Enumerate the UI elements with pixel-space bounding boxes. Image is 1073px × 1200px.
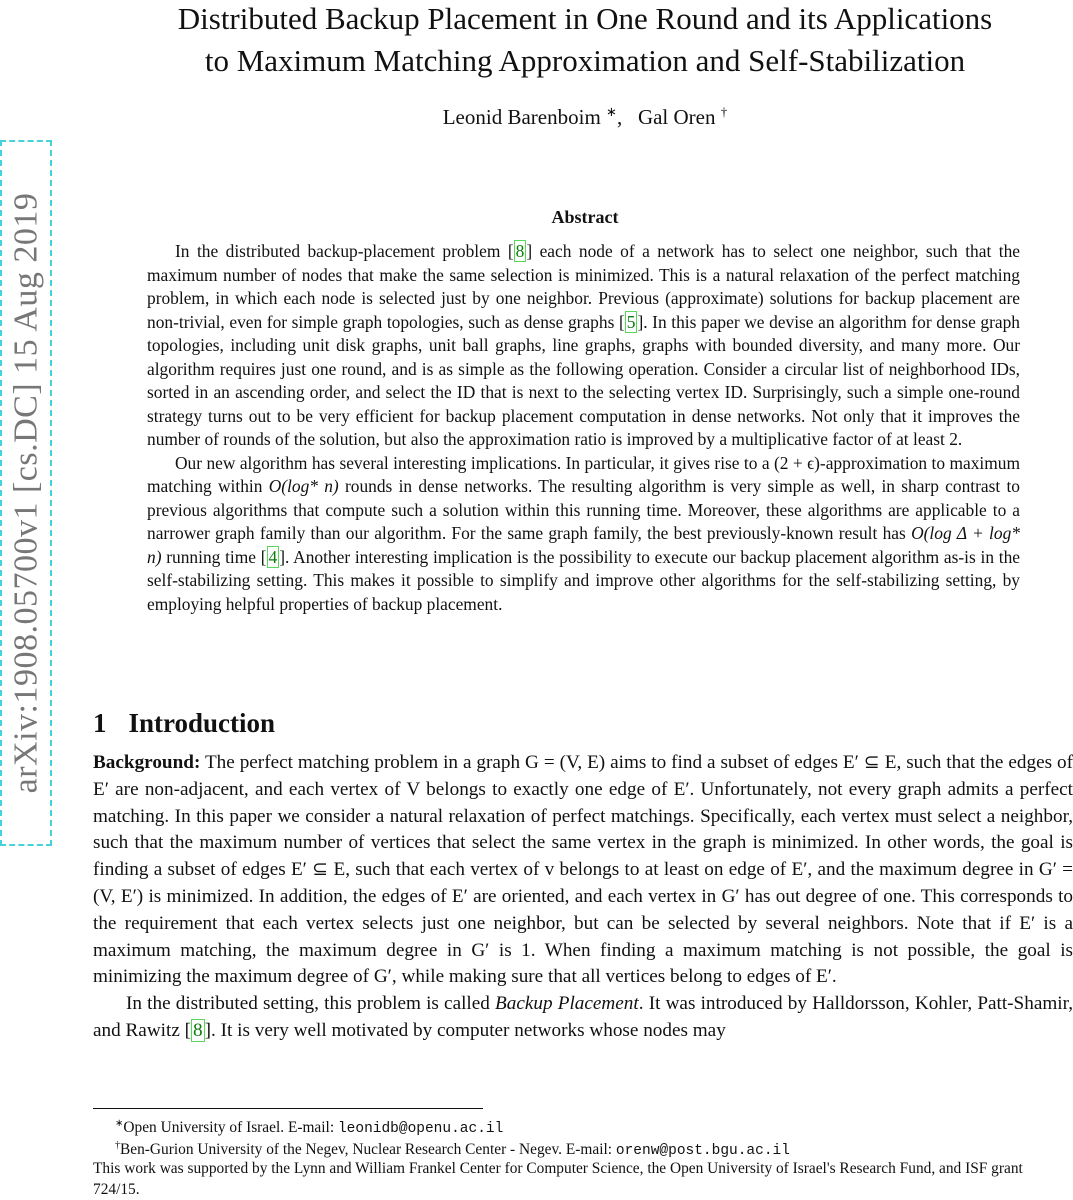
author-1: Leonid Barenboim (442, 105, 601, 129)
author-1-footnote-mark[interactable]: ∗ (606, 104, 617, 119)
authors: Leonid Barenboim ∗, Gal Oren † (442, 104, 728, 129)
arxiv-stamp (0, 140, 52, 846)
math-expression: O(log Δ + log* n) (147, 523, 1020, 567)
abstract-text: rounds in dense networks. The resulting algorithm is very simple as well, in sharp contrast to previous algorithms that compute such a solution within this running time. Moreover, these algorithms are applicable to a narrower graph family than our algorithm. For the same graph family, the best previously-known result has (147, 476, 1020, 543)
introduction-body (93, 750, 1073, 1045)
title-line-1: Distributed Backup Placement in One Round and its Applications (177, 1, 993, 36)
abstract-text: In the distributed backup-placement problem (175, 241, 501, 261)
intro-text: . It was introduced by Halldorsson, Kohler, Patt-Shamir, and Rawitz (93, 993, 1073, 1041)
arxiv-identifier: arXiv:1908.05700v1 [cs.DC] 15 Aug 2019 (7, 192, 44, 794)
abstract-paragraph-1: In the distributed backup-placement problem [ 8 ] each node of a network has to select one neighbor, such that the maximum number of nodes that make the same selection is minimized. This is a natural relaxation of the perfect matching problem, in which each node is selected just by one neighbor. Previous (approximate) solutions for backup placement are non-trivial, even for simple graph topologies, such as dense graphs [ 5 ]. In this paper we devise an algorithm for dense graph topologies, including unit disk graphs, unit ball graphs, line graphs, graphs with bounded diversity, and many more. Our algorithm requires just one round, and is as simple as the following operation. Consider a circular list of neighborhood IDs, sorted in an ascending order, and select the ID that is next to the selecting vertex ID. Surprisingly, such a simple one-round strategy turns out to be very efficient for backup placement computation in dense networks. Not only that it improves the number of rounds of the solution, but also the approximation ratio is improved by a multiplicative factor of at least 2. (147, 241, 1020, 449)
intro-text: . It is very well motivated by computer networks whose nodes may (211, 1019, 726, 1041)
footnote-rule (93, 1108, 483, 1109)
footnote-text: Ben-Gurion University of the Negev, Nuclear Research Center - Negev. E-mail: (120, 1141, 613, 1159)
abstract (147, 240, 1020, 616)
footnote-text: Open University of Israel. E-mail: (123, 1119, 335, 1137)
abstract-text: . Another interesting implication is the possibility to execute our backup placement algorithm as-is in the self-stabilizing setting. This makes it possible to simplify and improve other algorithms for the self-stabilizing setting, by employing helpful properties of backup placement. (147, 546, 1021, 614)
emphasis: Backup Placement (495, 993, 639, 1015)
abstract-text: running time (166, 546, 256, 567)
abstract-text: Our new algorithm has several interesting implications. In particular, it gives rise to a (2 + ϵ)-approximation to maximum matching within (147, 452, 1020, 496)
section-title: Introduction (128, 708, 276, 738)
abstract-paragraph-2: Our new algorithm has several interesting implications. In particular, it gives rise to a (2 + ϵ)-approximation to maximum matching within O(log* n) rounds in dense networks. The resulting algorithm is very simple as well, in sharp contrast to previous algorithms that compute such a solution within this running time. Moreover, these algorithms are applicable to a narrower graph family than our algorithm. For the same graph family, the best previously-known result has O(log Δ + log* n) running time [ 4 ]. Another interesting implication is the possibility to execute our backup placement algorithm as-is in the self-stabilizing setting. This makes it possible to simplify and improve other algorithms for the self-stabilizing setting, by employing helpful properties of backup placement. (147, 452, 1021, 614)
email-link[interactable]: leonidb@openu.ac.il (337, 1121, 504, 1138)
paragraph-lead: Background: (93, 752, 201, 773)
intro-text: The perfect matching problem in a graph G = (V, E) aims to find a subset of edges E′ ⊆ E, such that the edges of E′ are non-adjacent, and each vertex of V belongs to exactly one edge of E′. Unfortunately, not every graph admits a perfect matching. In this paper we consider a natural relaxation of perfect matchings. Specifically, each vertex must select a neighbor, such that the maximum number of vertices that select the same vertex in the graph is minimized. In other words, the goal is finding a subset of edges E′ ⊆ E, such that each vertex of v belongs to at least on edge of E′, and the maximum degree in G′ = (V, E′) is minimized. In addition, the edges of E′ are oriented, and each vertex in G′ has out degree of one. This corresponds to the requirement that each vertex selects just one neighbor, but can be selected by several neighbors. Note that if E′ is a maximum matching, the maximum degree in G′ is 1. When finding a maximum matching is not possible, the goal is minimizing the maximum degree of G′, while making sure that all vertices belong to edges of E′. (93, 752, 1073, 988)
footnote-3: This work was supported by the Lynn and William Frankel Center for Computer Science, the Open University of Israel's Research Fund, and ISF grant 724/15. (93, 1160, 1023, 1198)
abstract-heading: Abstract (551, 207, 619, 227)
paper-title (110, 0, 1060, 82)
math-expression: O(log* n) (268, 476, 339, 496)
title-line-2: to Maximum Matching Approximation and Self-Stabilization (204, 43, 966, 78)
abstract-text: each node of a network has to select one neighbor, such that the maximum number of nodes that make the same selection is minimized. This is a natural relaxation of the perfect matching problem, in which each node is selected just by one neighbor. Previous (approximate) solutions for backup placement are non-trivial, even for simple graph topologies, such as dense graphs (147, 241, 1020, 332)
author-2-footnote-mark[interactable]: † (720, 104, 728, 119)
author-2: Gal Oren (637, 105, 716, 129)
citation-link[interactable]: 8 (515, 241, 525, 261)
footnote-mark: ∗ (115, 1118, 124, 1129)
citation-link[interactable]: 8 (193, 1019, 203, 1041)
section-heading (93, 708, 275, 739)
footnote-mark: † (115, 1140, 120, 1151)
intro-text: In the distributed setting, this problem is called (126, 993, 490, 1015)
intro-paragraph-2: In the distributed setting, this problem is called Backup Placement. It was introduced by Halldorsson, Kohler, Patt-Shamir, and Rawitz [ 8 ]. It is very well motivated by computer networks whose nodes may (93, 993, 1073, 1041)
citation-link[interactable]: 4 (268, 546, 278, 567)
citation-link[interactable]: 5 (626, 311, 636, 332)
email-link[interactable]: orenw@post.bgu.ac.il (615, 1143, 790, 1160)
intro-paragraph-1 (93, 750, 1073, 991)
abstract-text: . In this paper we devise an algorithm for dense graph topologies, including unit disk graphs, unit ball graphs, line graphs, graphs with bounded diversity, and many more. Our algorithm requires just one round, and is as simple as the following operation. Consider a circular list of neighborhood IDs, sorted in an ascending order, and select the ID that is next to the selecting vertex ID. Surprisingly, such a simple one-round strategy turns out to be very efficient for backup placement computation in dense networks. Not only that it improves the number of rounds of the solution, but also the approximation ratio is improved by a multiplicative factor of at least 2. (147, 311, 1020, 449)
section-number: 1 (93, 708, 107, 738)
